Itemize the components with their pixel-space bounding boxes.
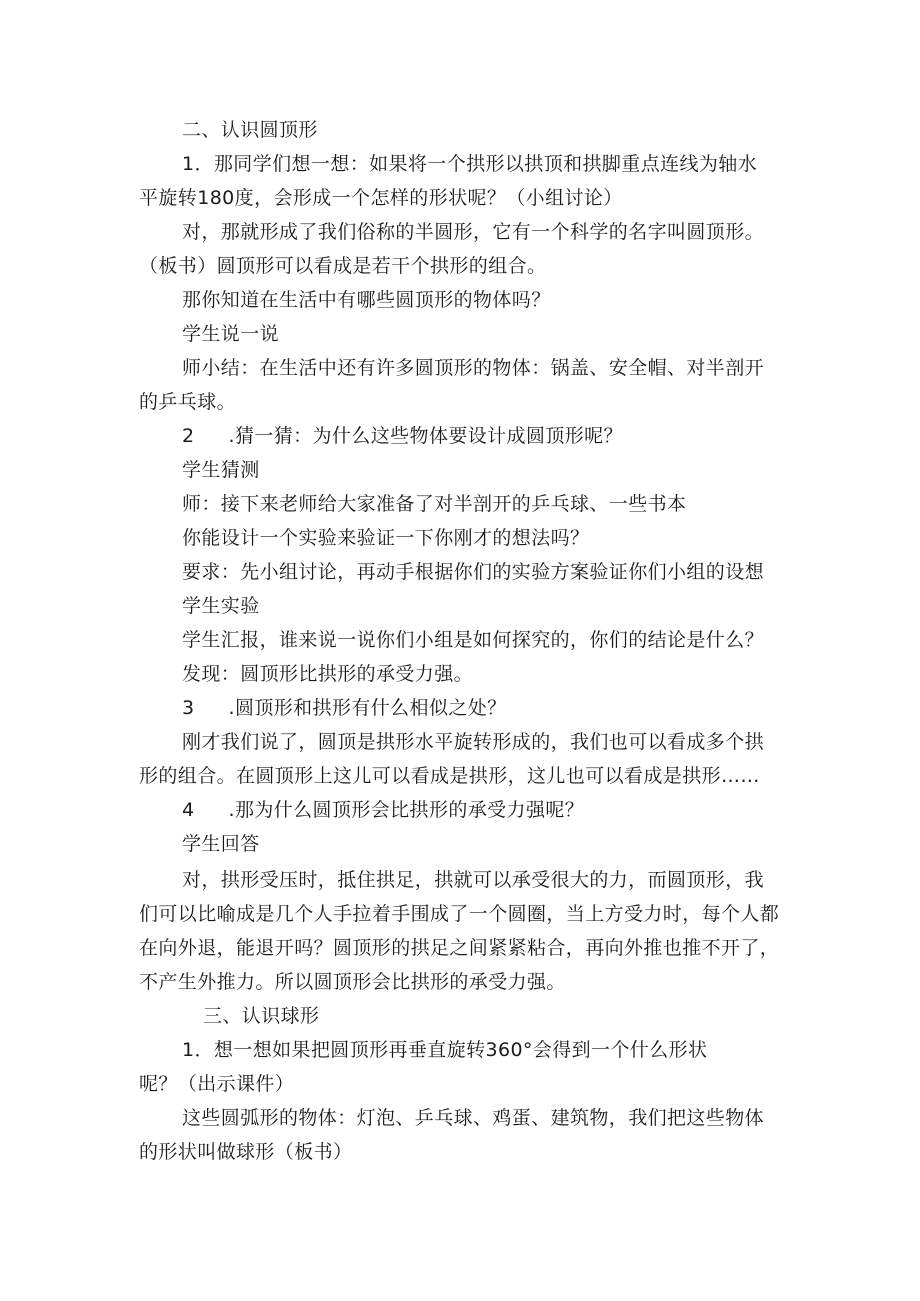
item-number: 2 [182, 425, 195, 447]
paragraph-line: 在向外退，能退开吗？圆顶形的拱足之间紧紧粘合，再向外推也推不开了， [139, 937, 780, 959]
paragraph-line: 发现：圆顶形比拱形的承受力强。 [182, 663, 474, 685]
paragraph-line: 们可以比喻成是几个人手拉着手围成了一个圆圈，当上方受力时，每个人都 [139, 903, 780, 925]
item-text: .那为什么圆顶形会比拱形的承受力强呢？ [228, 799, 585, 821]
numbered-item-4 [182, 797, 584, 823]
numbered-item-2 [182, 423, 623, 449]
paragraph-line: 的乒乓球。 [139, 391, 237, 413]
paragraph-line: 1．那同学们想一想：如果将一个拱形以拱顶和拱脚重点连线为轴水 [182, 153, 758, 175]
paragraph-line: 学生实验 [182, 595, 260, 617]
numbered-item-3 [182, 695, 507, 721]
paragraph-line: 不产生外推力。所以圆顶形会比拱形的承受力强。 [139, 971, 566, 993]
paragraph-line: 学生猜测 [182, 459, 260, 481]
paragraph-line: （板书）圆顶形可以看成是若干个拱形的组合。 [139, 255, 547, 277]
paragraph-line: 呢？（出示课件） [139, 1073, 295, 1095]
paragraph-line: 对，那就形成了我们俗称的半圆形，它有一个科学的名字叫圆顶形。 [182, 221, 765, 243]
item-number: 4 [182, 799, 195, 821]
paragraph-line: 的形状叫做球形（板书） [139, 1141, 353, 1163]
paragraph-line: 要求：先小组讨论，再动手根据你们的实验方案验证你们小组的设想 [182, 561, 765, 583]
section-heading-sphere: 三、认识球形 [203, 1005, 320, 1027]
paragraph-line: 师小结：在生活中还有许多圆顶形的物体：锅盖、安全帽、对半剖开 [182, 357, 765, 379]
paragraph-line: 师：接下来老师给大家准备了对半剖开的乒乓球、一些书本 [182, 493, 687, 515]
paragraph-line: 对，拱形受压时，抵住拱足，拱就可以承受很大的力，而圆顶形，我 [182, 869, 765, 891]
paragraph-line: 学生汇报，谁来说一说你们小组是如何探究的，你们的结论是什么？ [182, 629, 765, 651]
paragraph-line: 形的组合。在圆顶形上这儿可以看成是拱形，这儿也可以看成是拱形…… [139, 765, 760, 787]
section-heading-dome: 二、认识圆顶形 [182, 119, 318, 141]
paragraph-line: 你能设计一个实验来验证一下你刚才的想法吗？ [182, 527, 590, 549]
paragraph-line: 学生说一说 [182, 323, 280, 345]
item-text: .猜一猜：为什么这些物体要设计成圆顶形呢？ [228, 425, 623, 447]
item-text: .圆顶形和拱形有什么相似之处？ [228, 697, 507, 719]
paragraph-line: 这些圆弧形的物体：灯泡、乒乓球、鸡蛋、建筑物，我们把这些物体 [182, 1107, 765, 1129]
item-number: 3 [182, 697, 195, 719]
paragraph-line: 那你知道在生活中有哪些圆顶形的物体吗？ [182, 289, 551, 311]
paragraph-line: 刚才我们说了，圆顶是拱形水平旋转形成的，我们也可以看成多个拱 [182, 731, 765, 753]
paragraph-line: 1．想一想如果把圆顶形再垂直旋转360°会得到一个什么形状 [182, 1039, 708, 1061]
paragraph-line: 学生回答 [182, 833, 260, 855]
paragraph-line: 平旋转180度，会形成一个怎样的形状呢？（小组讨论） [139, 187, 623, 209]
